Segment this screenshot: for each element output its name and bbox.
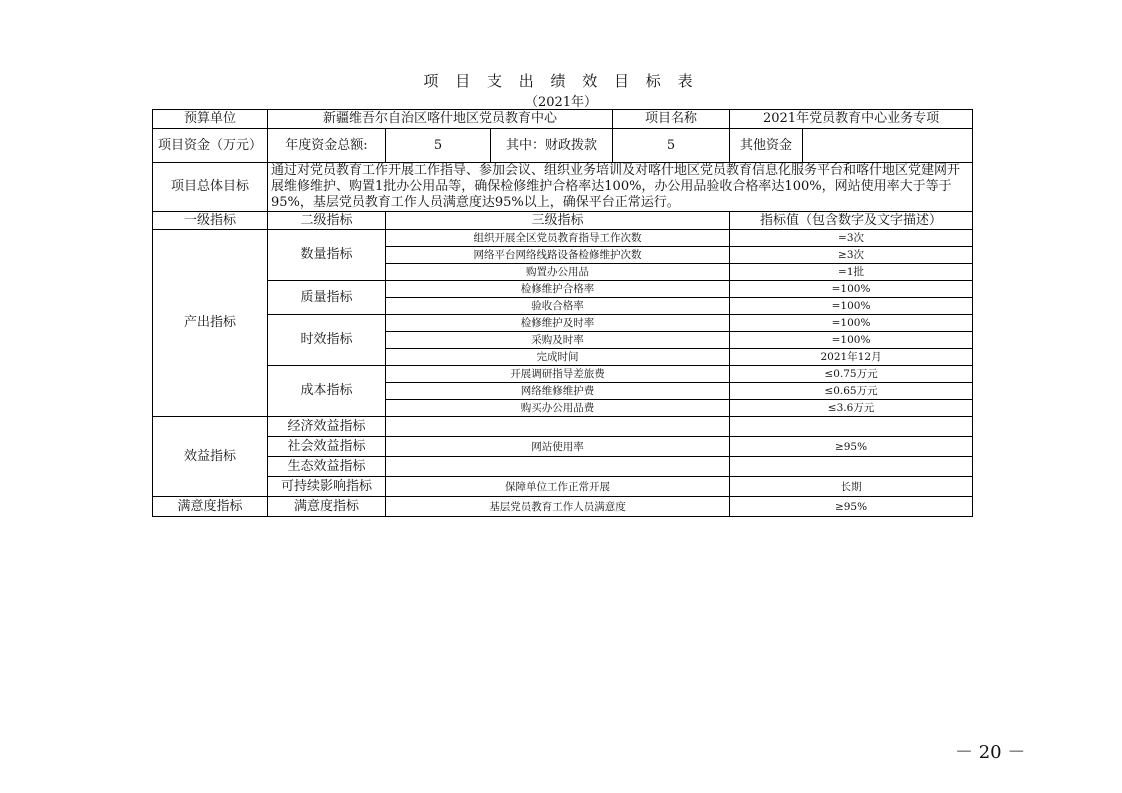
level1-header: 一级指标 <box>153 212 268 230</box>
output-indicator-label: 产出指标 <box>153 230 268 417</box>
annual-total-label: 年度资金总额: <box>268 129 386 163</box>
indicator-name: 开展调研指导差旅费 <box>386 366 730 383</box>
project-name-label: 项目名称 <box>613 110 730 129</box>
level2-header: 二级指标 <box>268 212 386 230</box>
indicator-value: ≤0.65万元 <box>730 383 973 400</box>
cost-indicator-label: 成本指标 <box>268 366 386 417</box>
indicator-value: ≤0.75万元 <box>730 366 973 383</box>
project-name-value: 2021年党员教育中心业务专项 <box>730 110 973 129</box>
value-header: 指标值（包含数字及文字描述） <box>730 212 973 230</box>
satisfaction-sub-label: 满意度指标 <box>268 497 386 517</box>
benefit-indicator-label: 效益指标 <box>153 417 268 497</box>
indicator-value: ≥95% <box>730 497 973 517</box>
performance-target-table <box>152 109 973 517</box>
quantity-indicator-label: 数量指标 <box>268 230 386 281</box>
annual-total-value: 5 <box>386 129 491 163</box>
indicator-name: 网络平台网络线路设备检修维护次数 <box>386 247 730 264</box>
sustainable-impact-label: 可持续影响指标 <box>268 477 386 497</box>
fiscal-funds-value: 5 <box>613 129 730 163</box>
indicator-value <box>730 417 973 437</box>
project-funds-row <box>153 129 973 163</box>
indicator-value: =100% <box>730 332 973 349</box>
indicator-name: 网站使用率 <box>386 437 730 457</box>
ecological-benefit-label: 生态效益指标 <box>268 457 386 477</box>
fiscal-funds-label: 其中：财政拨款 <box>491 129 613 163</box>
indicator-value: ≥3次 <box>730 247 973 264</box>
budget-unit-row <box>153 110 973 129</box>
page-number: － 20 － <box>955 742 1026 763</box>
overall-goal-row <box>153 163 973 212</box>
budget-unit-value: 新疆维吾尔自治区喀什地区党员教育中心 <box>268 110 613 129</box>
indicator-value: ≥95% <box>730 437 973 457</box>
table-row <box>153 437 973 457</box>
document-title: 项 目 支 出 绩 效 目 标 表 <box>423 72 699 90</box>
table-row <box>153 281 973 298</box>
indicator-value: 长期 <box>730 477 973 497</box>
indicator-name: 采购及时率 <box>386 332 730 349</box>
column-header-row <box>153 212 973 230</box>
budget-unit-label: 预算单位 <box>153 110 268 129</box>
table-row <box>153 366 973 383</box>
indicator-name: 检修维护合格率 <box>386 281 730 298</box>
indicator-value <box>730 457 973 477</box>
overall-goal-label: 项目总体目标 <box>153 163 268 212</box>
indicator-value: =3次 <box>730 230 973 247</box>
table-row <box>153 477 973 497</box>
quality-indicator-label: 质量指标 <box>268 281 386 315</box>
indicator-name: 组织开展全区党员教育指导工作次数 <box>386 230 730 247</box>
table-row <box>153 497 973 517</box>
table-row <box>153 230 973 247</box>
indicator-value: =100% <box>730 315 973 332</box>
project-funds-label: 项目资金（万元） <box>153 129 268 163</box>
indicator-name: 基层党员教育工作人员满意度 <box>386 497 730 517</box>
indicator-value: 2021年12月 <box>730 349 973 366</box>
other-funds-label: 其他资金 <box>730 129 803 163</box>
other-funds-value <box>803 129 973 163</box>
social-benefit-label: 社会效益指标 <box>268 437 386 457</box>
indicator-name: 完成时间 <box>386 349 730 366</box>
timeliness-indicator-label: 时效指标 <box>268 315 386 366</box>
indicator-value: ≤3.6万元 <box>730 400 973 417</box>
indicator-name: 网络维修维护费 <box>386 383 730 400</box>
document-year: （2021年） <box>524 95 598 110</box>
indicator-value: =100% <box>730 298 973 315</box>
indicator-value: =1批 <box>730 264 973 281</box>
indicator-name: 购置办公用品 <box>386 264 730 281</box>
indicator-name: 保障单位工作正常开展 <box>386 477 730 497</box>
indicator-name <box>386 417 730 437</box>
level3-header: 三级指标 <box>386 212 730 230</box>
indicator-name: 验收合格率 <box>386 298 730 315</box>
indicator-name: 检修维护及时率 <box>386 315 730 332</box>
satisfaction-indicator-label: 满意度指标 <box>153 497 268 517</box>
indicator-value: =100% <box>730 281 973 298</box>
table-row <box>153 457 973 477</box>
table-row <box>153 315 973 332</box>
overall-goal-text: 通过对党员教育工作开展工作指导、参加会议、组织业务培训及对喀什地区党员教育信息化服务平台和喀什地区党建网开展维修维护、购置1批办公用品等，确保检修维护合格率达100%，办公用品验收合格率达100%，网站使用率大于等于95%，基层党员教育工作人员满意度达95%以上，确保平台正常运行。 <box>268 163 973 212</box>
economic-benefit-label: 经济效益指标 <box>268 417 386 437</box>
indicator-name <box>386 457 730 477</box>
table-row <box>153 417 973 437</box>
indicator-name: 购买办公用品费 <box>386 400 730 417</box>
